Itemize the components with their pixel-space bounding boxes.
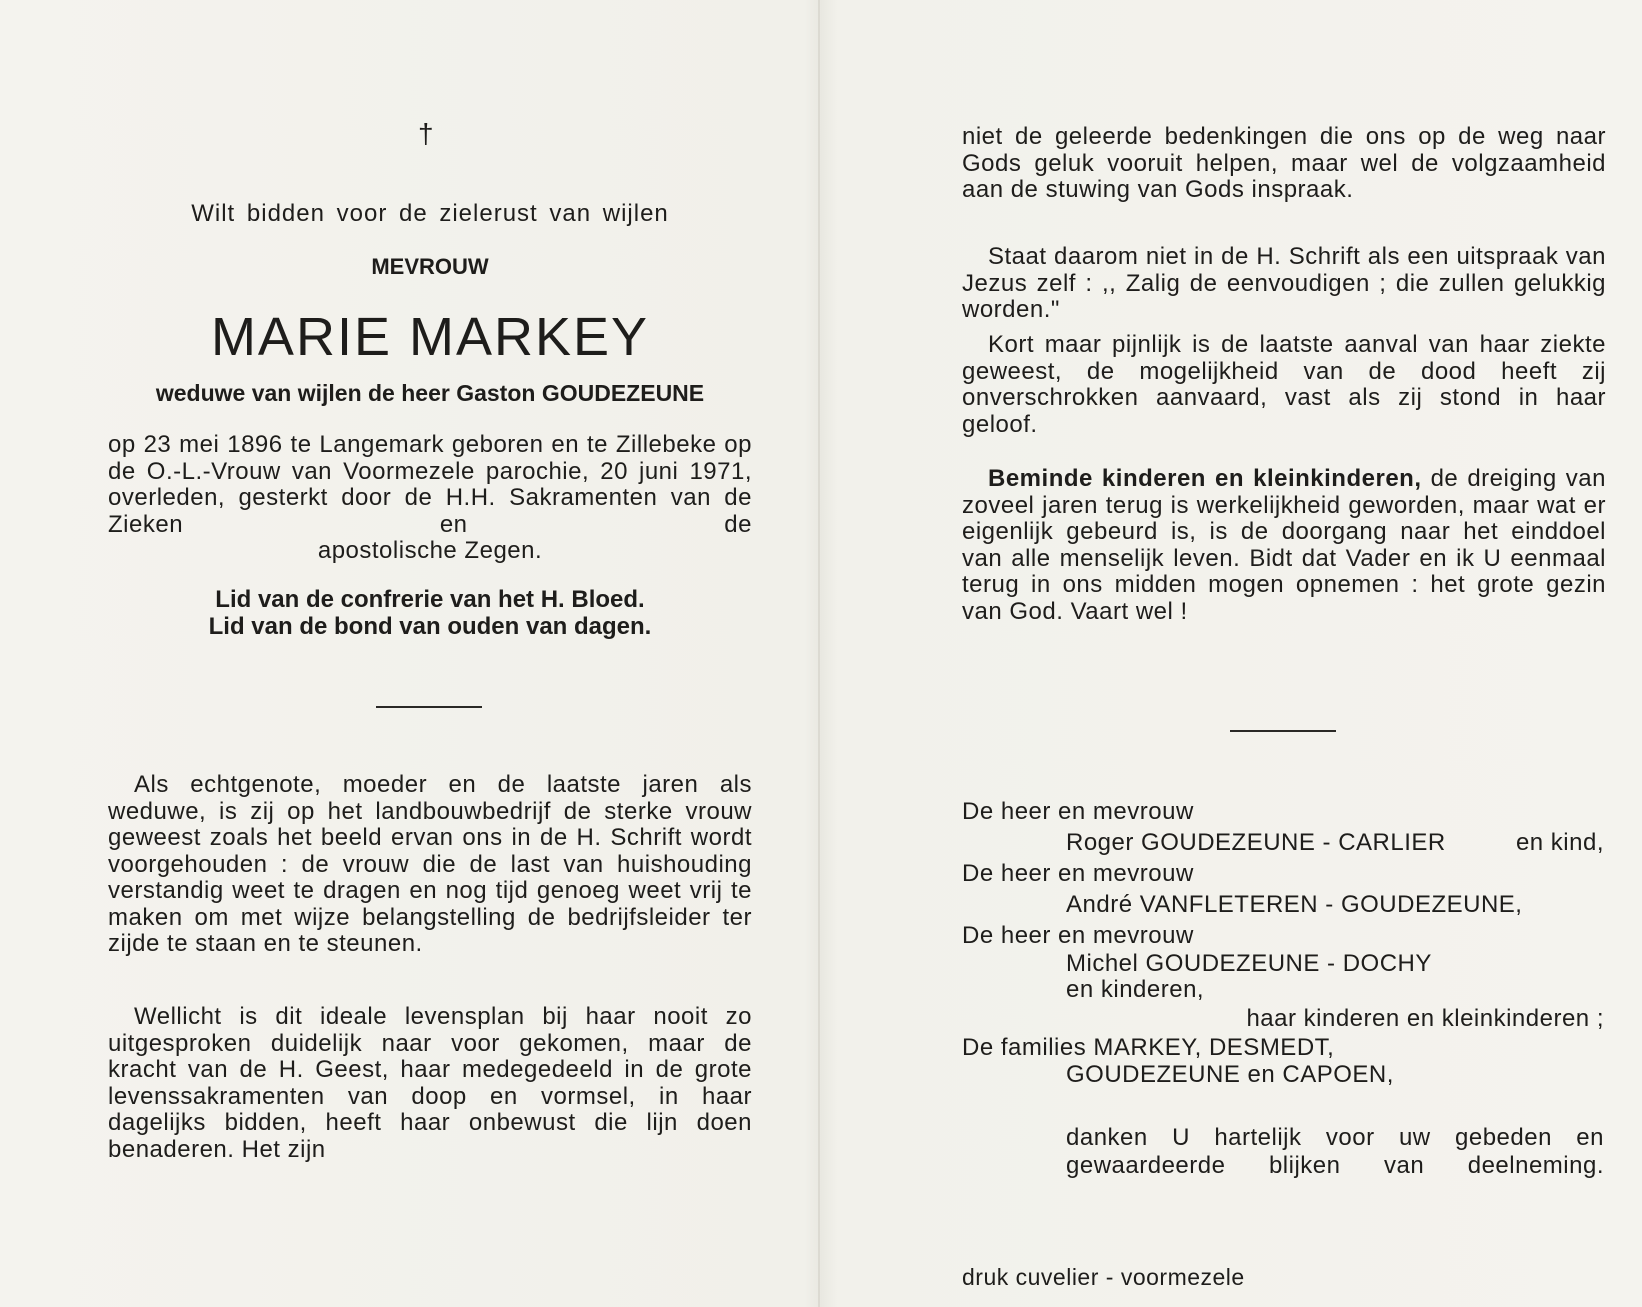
families-line-2: GOUDEZEUNE en CAPOEN, [1066,1061,1394,1088]
grandchildren-line: haar kinderen en kleinkinderen ; [1246,1005,1604,1032]
couple-row [962,827,1604,858]
family-list [962,796,1604,1088]
membership-1: Lid van de confrerie van het H. Bloed. [215,586,645,613]
life-paragraph-2: Wellicht is dit ideale levensplan bij haar nooit zo uitgesproken duidelijk naar voor gekomen, maar de kracht van de H. Geest, haar medegedeeld in de grote levenssakramenten van doop en vormsel, in haar dagelijks bidden, heeft haar onbewust die lijn doen benaderen. Het zijn [108,1003,752,1163]
birth-death-paragraph [108,432,752,565]
couple-names: Roger GOUDEZEUNE - CARLIER [1066,829,1446,856]
couple-label: De heer en mevrouw [962,860,1194,887]
right-page [962,0,1604,1307]
title-mevrouw: MEVROUW [371,254,489,279]
farewell-address: Beminde kinderen en kleinkinderen, [988,465,1422,492]
printer-credit: druk cuvelier - voormezele [962,1264,1245,1290]
widow-of: weduwe van wijlen de heer Gaston GOUDEZEUNE [155,380,705,406]
couple-label: De heer en mevrouw [962,798,1194,825]
birth-death-text: op 23 mei 1896 te Langemark geboren en te Zillebeke op de O.-L.-Vrouw van Voormezele parochie, 20 juni 1971, overleden, gesterkt door de H.H. Sakramenten van de Zieken en de [108,431,752,538]
farewell-paragraph [962,466,1606,625]
life-paragraph-1: Als echtgenote, moeder en de laatste jaren als weduwe, is zij op het landbouwbedrijf de sterke vrouw geweest zoals het beeld ervan ons in de H. Schrift wordt voorgehouden : de vrouw die de last van huishouding verstandig weet te dragen en nog tijd genoeg weet vrij te maken om met wijze belangstelling de bedrijfsleider ter zijde te staan en te steunen. [108,771,752,957]
couple-label: De heer en mevrouw [962,922,1194,949]
birth-death-last-line: apostolische Zegen. [317,537,543,564]
membership-2: Lid van de bond van ouden van dagen. [208,613,652,640]
couple-names: André VANFLETEREN - GOUDEZEUNE, [1066,891,1523,918]
cross-icon: † [418,118,434,149]
divider [376,706,482,708]
memberships [108,586,752,640]
faith-paragraph-1: niet de geleerde bedenkingen die ons op de weg naar Gods geluk vooruit helpen, maar wel de volgzaamheid aan de stuwing van Gods inspraak. [962,123,1606,203]
deceased-name: MARIE MARKEY [210,307,650,367]
couple-names: Michel GOUDEZEUNE - DOCHY [1066,950,1432,977]
faith-paragraph-3: Kort maar pijnlijk is de laatste aanval van haar ziekte geweest, de mogelijkheid van de dood heeft zij onverschrokken aanvaard, vast als zij stond in haar geloof. [962,331,1606,438]
divider [1230,730,1336,732]
left-page [108,0,752,1307]
faith-paragraph-2: Staat daarom niet in de H. Schrift als een uitspraak van Jezus zelf : ,, Zalig de eenvoudigen ; die zullen gelukkig worden." [962,243,1606,323]
thanks-text: danken U hartelijk voor uw gebeden en gewaardeerde blijken van deelneming. [1066,1124,1604,1179]
families-line-1: De families MARKEY, DESMEDT, [962,1034,1335,1061]
card-fold [818,0,820,1307]
prayer-request: Wilt bidden voor de zielerust van wijlen [191,200,669,227]
couple-suffix: en kind, [1515,829,1604,856]
farewell-text: de dreiging van zoveel jaren terug is werkelijkheid geworden, maar wat er eigenlijk gebeurd is, is de doorgang naar het einddoel van alle menselijk leven. Bidt dat Vader en ik U eenmaal terug in ons midden mogen opnemen : het grote gezin van God. Vaart wel ! [962,465,1606,625]
couple-suffix: en kinderen, [1066,976,1205,1003]
